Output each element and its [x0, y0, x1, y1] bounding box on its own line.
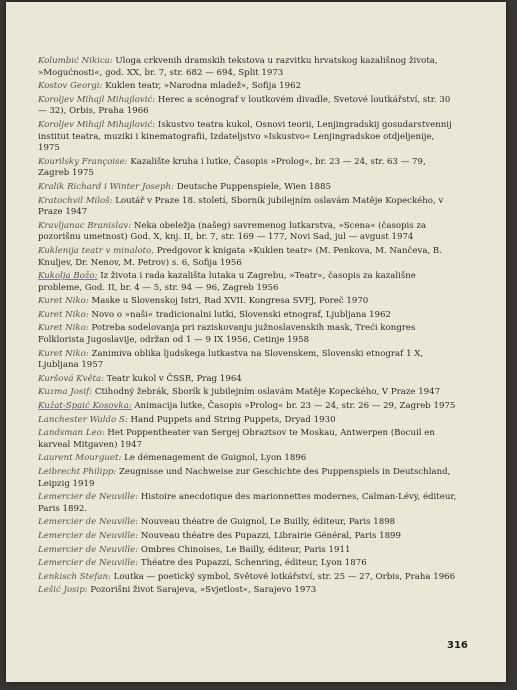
bibliography-entry: [38, 196, 458, 219]
entry-author: Kuklenija teatr v minaloto,: [38, 245, 154, 256]
entry-text: Zeugnisse und Nachweise zur Geschichte des Puppenspiels in Deutschland, Leipzig 1919: [38, 467, 451, 489]
entry-text: Zanimiva oblika ljudskega lutkastva na Slovenskem, Slovenski etnograf 1 X, Ljubljana 1957: [38, 348, 424, 371]
entry-text: Uloga crkvenih dramskih tekstova u razvitku hrvatskog kazališnog života, »Mogućnosti«, god. XX, br. 7, str. 682 — 694, Split 1973: [38, 56, 438, 78]
entry-text: Hand Puppets and String Puppets, Dryad 1930: [130, 414, 336, 425]
entry-text: Het Poppentheater van Sergej Obraztsov te Moskau, Antwerpen (Bocuil en karveal Mitgaven) 1947: [38, 428, 435, 450]
entry-author: Lešić Josip:: [38, 585, 88, 596]
bibliography-entry: [38, 271, 458, 294]
entry-text: Potreba sodelovanja pri raziskovanju južnoslavenskih mask, Treći kongres Folklorista Jugoslavije, održan od 1 — 9 IX 1956, Cetinje 1958: [38, 323, 416, 346]
entry-author: Lemercier de Neuville:: [38, 558, 139, 569]
bibliography-entry: [38, 415, 458, 427]
book-page: [6, 2, 506, 682]
bibliography-entry: [38, 182, 458, 194]
entry-text: Herec a scénograf v loutkovém divadle, Svetové loutkářství, str. 30 — 32), Orbis, Praha 1966: [38, 94, 451, 117]
bibliography-entry: [38, 453, 458, 465]
entry-author: Kostov Georgi:: [38, 81, 103, 92]
bibliography-list: [38, 56, 458, 599]
bibliography-entry: [38, 95, 458, 118]
entry-author: Laurent Mourguet:: [38, 453, 122, 464]
bibliography-entry: [38, 531, 458, 543]
entry-text: Deutsche Puppenspiele, Wien 1885: [176, 181, 331, 192]
bibliography-entry: [38, 545, 458, 557]
entry-author: Landsman Leo:: [38, 428, 105, 439]
entry-author: Kolumbić Nikica:: [38, 56, 113, 66]
entry-author: Kralik Richard i Winter Joseph:: [38, 181, 174, 192]
bibliography-entry: [38, 120, 458, 155]
entry-author: Leibrecht Philipp:: [38, 467, 117, 477]
bibliography-entry: [38, 401, 458, 413]
entry-text: Maske u Slovenskoj Istri, Rad XVII. Kongresa SVFJ, Poreč 1970: [91, 296, 369, 307]
entry-author: Lemercier de Neuville:: [38, 492, 139, 503]
entry-author: Lemercier de Neuville:: [38, 517, 139, 528]
entry-text: Kuklen teatr, »Narodna mladež«, Sofija 1962: [105, 81, 302, 92]
entry-author: Lenkisch Stefan:: [38, 571, 111, 582]
bibliography-entry: [38, 56, 458, 79]
bibliography-entry: [38, 374, 458, 386]
bibliography-entry: [38, 349, 458, 372]
bibliography-entry: [38, 157, 458, 180]
entry-author: Kukolja Božo:: [38, 271, 98, 282]
bibliography-entry: [38, 221, 458, 244]
entry-author: Kourilsky Françoise:: [38, 156, 128, 167]
entry-author: Kuret Niko:: [38, 309, 89, 320]
bibliography-entry: [38, 387, 458, 399]
entry-text: Pozorišni život Sarajeva, »Svjetlost«, Sarajevo 1973: [90, 585, 317, 596]
entry-text: Histoire anecdotique des marionnettes modernes, Calman-Lévy, éditeur, Paris 1892.: [38, 492, 457, 514]
bibliography-entry: [38, 428, 458, 451]
bibliography-entry: [38, 323, 458, 346]
entry-author: Kuret Niko:: [38, 348, 89, 359]
entry-author: Kuzma Josif:: [38, 387, 93, 398]
bibliography-entry: [38, 81, 458, 93]
entry-author: Koroljev Mihajl Mihajlović:: [38, 119, 156, 130]
entry-text: Neka obeležja (našeg) savremenog lutkarstva, »Scena« (časopis za pozorišnu umetnost) God. X, knj. II, br. 7, str. 169 — 177, Novi Sad, jul — avgust 1974: [38, 220, 427, 243]
entry-author: Lemercier de Neuville:: [38, 530, 139, 541]
entry-author: Koroljev Mihajl Mihajlović:: [38, 94, 156, 105]
entry-text: Ctihodný žebrák, Sborík k jubilejním oslavám Matěje Kopeckého, V Praze 1947: [94, 387, 441, 398]
entry-text: Novo o »naši« tradicionalni lutki, Slovenski etnograf, Ljubljana 1962: [91, 309, 392, 320]
entry-author: Kuret Niko:: [38, 323, 89, 334]
entry-text: Ombres Chinoises, Le Bailly, éditeur, Paris 1911: [140, 544, 351, 555]
entry-author: Kuršová Květa:: [38, 373, 105, 384]
entry-text: Loutář v Praze 18. století, Sborník jubilejním oslavám Matěje Kopeckého, v Praze 1947: [38, 195, 444, 218]
entry-author: Lanchester Waldo S:: [38, 414, 128, 425]
entry-text: Théatre des Pupazzi, Schenring, éditeur, Lyon 1876: [140, 558, 367, 569]
entry-author: Kravljanac Branislav:: [38, 220, 132, 231]
entry-text: Teatr kukol v ČSSR, Prag 1964: [106, 373, 242, 384]
bibliography-entry: [38, 296, 458, 308]
bibliography-entry: [38, 246, 458, 269]
entry-author: Kuret Niko:: [38, 296, 89, 307]
entry-author: Lemercier de Neuville:: [38, 544, 139, 555]
entry-text: Loutka — poetický symbol, Světové lotkářství, str. 25 — 27, Orbis, Praha 1966: [113, 571, 456, 582]
entry-author: Kratochvil Miloš:: [38, 195, 113, 206]
entry-text: Iskustvo teatra kukol, Osnovi teorii, Lenjingradskij gosudarstvennij institut teatra, muziki i kinematografii, Izdateljstvo »Iskustvo« Lenjingradskoe otdjeljenije, 1975: [38, 119, 452, 154]
bibliography-entry: [38, 585, 458, 597]
entry-text: Iz života i rada kazališta lutaka u Zagrebu, »Teatr«, časopis za kazališne probleme, God. II, br. 4 — 5, str. 94 — 96, Zagreb 1956: [38, 271, 416, 293]
bibliography-entry: [38, 517, 458, 529]
page-number: 316: [447, 640, 468, 651]
bibliography-entry: [38, 467, 458, 490]
entry-text: Nouveau théatre des Pupazzi, Librairie Général, Paris 1899: [140, 530, 401, 541]
entry-author: Kužat-Spaić Kosovka:: [38, 401, 132, 412]
bibliography-entry: [38, 572, 458, 584]
entry-text: Kazalište kruha i lutke, Časopis »Prolog«, br. 23 — 24, str. 63 — 79, Zagreb 1975: [38, 156, 426, 179]
bibliography-entry: [38, 492, 458, 515]
entry-text: Animacija lutke, Časopis »Prolog« br. 23 — 24, str. 26 — 29, Zagreb 1975: [134, 401, 456, 412]
bibliography-entry: [38, 558, 458, 570]
bibliography-entry: [38, 310, 458, 322]
entry-text: Nouveau théatre de Guignol, Le Builly, éditeur, Paris 1898: [140, 517, 396, 528]
entry-text: Le démenagement de Guignol, Lyon 1896: [124, 453, 307, 464]
entry-text: Predgovor k knigata »Kuklen teatr« (M. Penkova, M. Nančeva, B. Knuljev, Dr. Nenov, M. Petrov) s. 6, Sofija 1956: [38, 245, 442, 268]
